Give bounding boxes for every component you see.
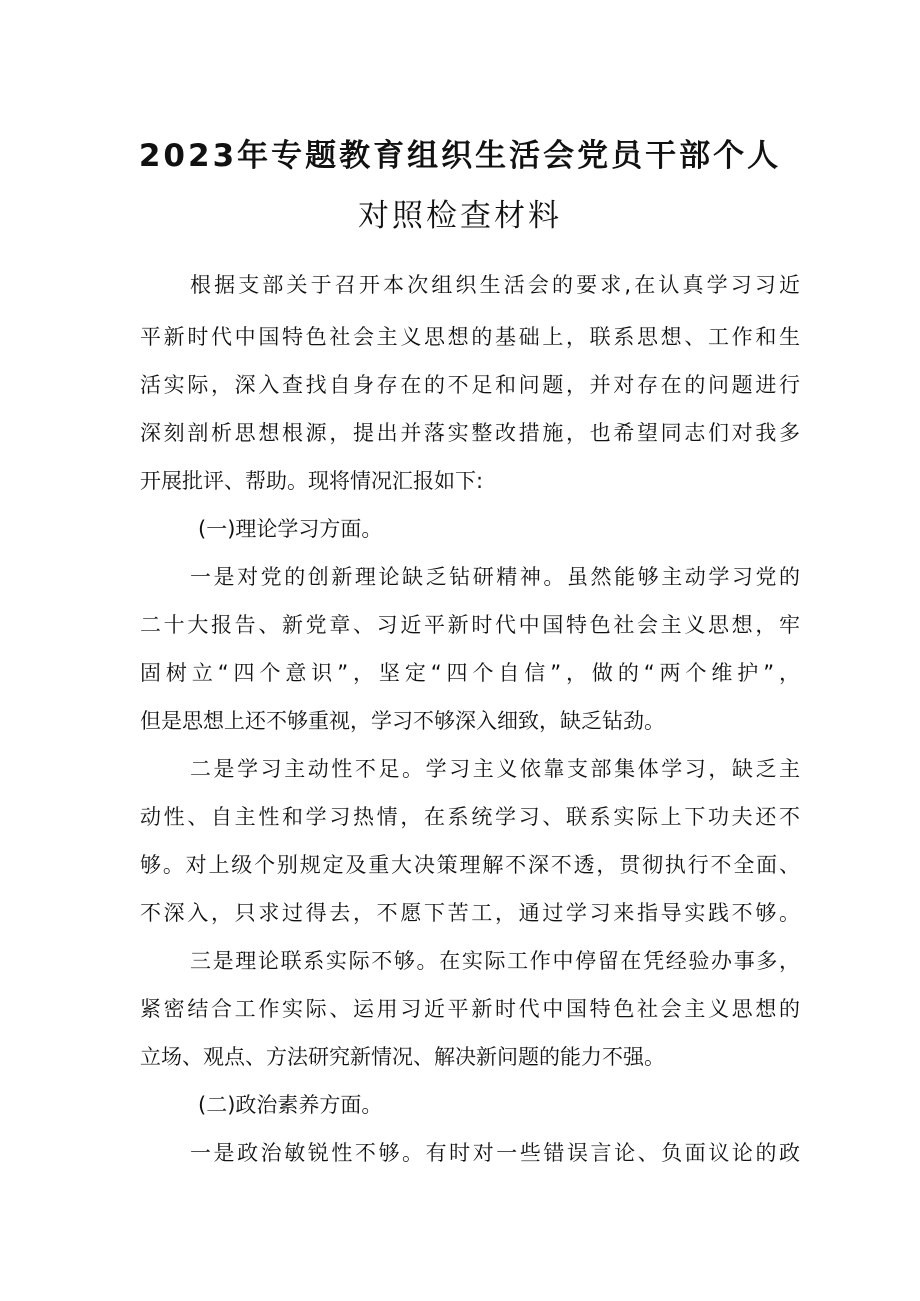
paragraph-theory-one-line: 但是思想上还不够重视，学习不够深入细致，缺乏钻劲。 [140, 709, 665, 733]
paragraph-intro-line: 平新时代中国特色社会主义思想的基础上，联系思想、工作和生 [140, 325, 800, 349]
paragraph-theory-one-line: 一是对党的创新理论缺乏钻研精神。虽然能够主动学习党的 [190, 565, 800, 589]
paragraph-theory-three-line: 紧密结合工作实际、运用习近平新时代中国特色社会主义思想的 [140, 997, 800, 1021]
paragraph-theory-two-line: 二是学习主动性不足。学习主义依靠支部集体学习，缺乏主 [190, 757, 800, 781]
paragraph-theory-three-line: 三是理论联系实际不够。在实际工作中停留在凭经验办事多， [190, 949, 800, 973]
paragraph-intro-line: 开展批评、帮助。现将情况汇报如下: [140, 469, 484, 493]
paragraph-intro-line: 深刻剖析思想根源，提出并落实整改措施，也希望同志们对我多 [140, 421, 800, 445]
paragraph-theory-two-line: 够。对上级个别规定及重大决策理解不深不透，贯彻执行不全面、 [140, 853, 800, 877]
paragraph-theory-two-line: 动性、自主性和学习热情，在系统学习、联系实际上下功夫还不 [140, 805, 800, 829]
section-heading-theory-study: (一)理论学习方面。 [198, 517, 383, 541]
paragraph-political-one-line: 一是政治敏锐性不够。有时对一些错误言论、负面议论的政 [190, 1141, 800, 1165]
paragraph-intro-line: 活实际，深入查找自身存在的不足和问题，并对存在的问题进行 [140, 373, 800, 397]
section-heading-political-quality: (二)政治素养方面。 [198, 1093, 383, 1117]
paragraph-theory-three-line: 立场、观点、方法研究新情况、解决新问题的能力不强。 [140, 1045, 665, 1069]
paragraph-theory-two-line: 不深入，只求过得去，不愿下苦工，通过学习来指导实践不够。 [140, 901, 800, 925]
paragraph-theory-one-line: 固树立“四个意识”，坚定“四个自信”，做的“两个维护”， [140, 661, 800, 685]
paragraph-intro-line: 根据支部关于召开本次组织生活会的要求,在认真学习习近 [190, 273, 800, 297]
document-title-line-2: 对照检查材料 [358, 198, 562, 234]
paragraph-theory-one-line: 二十大报告、新党章、习近平新时代中国特色社会主义思想，牢 [140, 613, 800, 637]
document-title-line-1: 2023年专题教育组织生活会党员干部个人 [138, 138, 782, 174]
